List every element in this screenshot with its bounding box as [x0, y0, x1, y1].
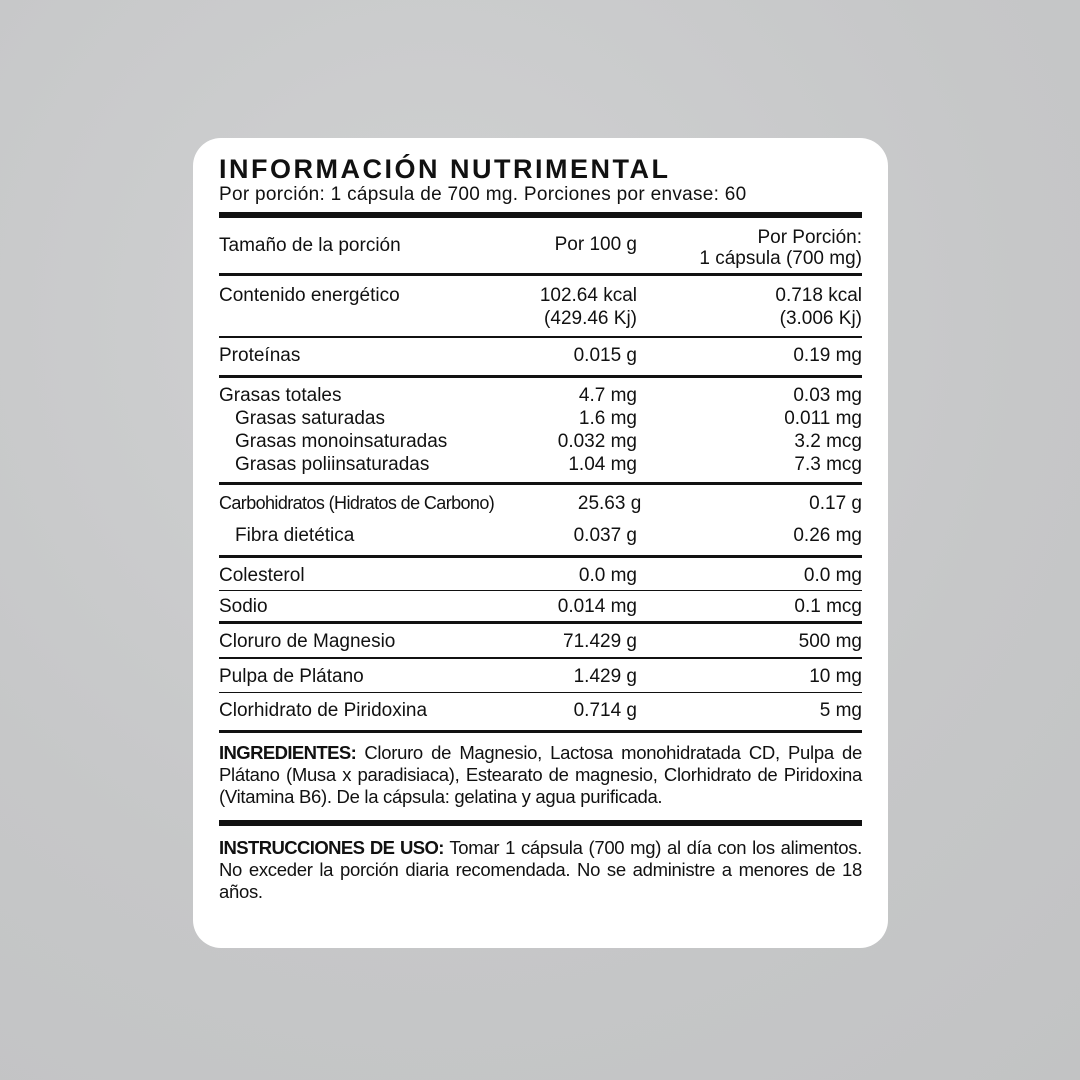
pyridoxine-per-serving: 5 mg	[819, 700, 862, 721]
fiber-per-100g: 0.037 g	[573, 524, 637, 546]
header-per-serving	[637, 227, 862, 269]
sodium-per-100g: 0.014 mg	[557, 596, 637, 617]
nutrition-panel	[193, 138, 888, 948]
instructions-text: Tomar 1 cápsula (700 mg) al día con los alimentos. No exceder la porción diaria recomendada. No se administre a menores de 18 años.	[219, 837, 862, 902]
table-row-energy	[219, 276, 862, 336]
table-row-magnesium	[219, 624, 862, 657]
carbs-label: Carbohidratos (Hidratos de Carbono)	[219, 492, 495, 513]
energy-kcal-100g: 102.64 kcal	[539, 285, 637, 306]
panel-title: INFORMACIÓN NUTRIMENTAL	[219, 154, 671, 184]
instructions-section	[219, 826, 862, 903]
table-row-total-fat	[219, 384, 862, 407]
magnesium-per-serving: 500 mg	[798, 631, 862, 652]
polyunsaturated-fat-per-100g: 1.04 mg	[568, 453, 637, 475]
saturated-fat-per-100g: 1.6 mg	[578, 407, 637, 429]
table-header	[219, 218, 862, 273]
table-row-cholesterol	[219, 558, 862, 590]
carbs-group	[219, 485, 862, 555]
total-fat-per-100g: 4.7 mg	[578, 384, 637, 406]
serving-info: Por porción: 1 cápsula de 700 mg. Porciones por envase: 60	[219, 184, 747, 205]
monounsaturated-fat-label: Grasas monoinsaturadas	[235, 430, 448, 452]
polyunsaturated-fat-label: Grasas poliinsaturadas	[235, 453, 430, 475]
table-row-banana-pulp	[219, 659, 862, 692]
magnesium-label: Cloruro de Magnesio	[219, 631, 396, 652]
sodium-per-serving: 0.1 mcg	[794, 596, 862, 617]
cholesterol-per-100g: 0.0 mg	[578, 564, 637, 586]
table-row-fiber	[219, 524, 862, 547]
cholesterol-per-serving: 0.0 mg	[803, 564, 862, 586]
energy-per-serving	[637, 284, 862, 330]
banana-pulp-label: Pulpa de Plátano	[219, 665, 364, 687]
instructions-label: INSTRUCCIONES DE USO:	[219, 837, 444, 858]
header-per-serving-line2: 1 cápsula (700 mg)	[699, 248, 862, 269]
polyunsaturated-fat-per-serving: 7.3 mcg	[794, 453, 862, 475]
fats-group	[219, 378, 862, 482]
banana-pulp-per-100g: 1.429 g	[573, 665, 637, 687]
carbs-per-100g: 25.63 g	[577, 492, 642, 514]
fiber-per-serving: 0.26 mg	[793, 524, 862, 546]
table-row-polyunsaturated-fat	[219, 453, 862, 476]
ingredients-label: INGREDIENTES:	[219, 742, 357, 763]
carbs-per-serving: 0.17 g	[809, 492, 862, 514]
ingredients-section	[219, 733, 862, 820]
energy-label: Contenido energético	[219, 285, 400, 306]
monounsaturated-fat-per-serving: 3.2 mcg	[794, 430, 862, 452]
table-row-protein	[219, 338, 862, 375]
header-per-serving-line1: Por Porción:	[757, 227, 862, 248]
header-per-100g: Por 100 g	[554, 234, 637, 255]
header-serving-size: Tamaño de la porción	[219, 235, 401, 256]
table-row-carbs	[219, 492, 862, 515]
energy-kj-100g: (429.46 Kj)	[544, 308, 637, 329]
banana-pulp-per-serving: 10 mg	[809, 665, 862, 687]
saturated-fat-per-serving: 0.011 mg	[784, 407, 862, 429]
table-row-sodium	[219, 591, 862, 621]
protein-per-serving: 0.19 mg	[793, 344, 862, 366]
protein-per-100g: 0.015 g	[573, 344, 637, 366]
pyridoxine-label: Clorhidrato de Piridoxina	[219, 700, 428, 721]
cholesterol-label: Colesterol	[219, 564, 305, 586]
protein-label: Proteínas	[219, 344, 301, 366]
energy-kj-serving: (3.006 Kj)	[779, 308, 862, 329]
table-row-monounsaturated-fat	[219, 430, 862, 453]
sodium-label: Sodio	[219, 596, 268, 617]
magnesium-per-100g: 71.429 g	[563, 631, 637, 652]
pyridoxine-per-100g: 0.714 g	[573, 700, 637, 721]
total-fat-per-serving: 0.03 mg	[793, 384, 862, 406]
monounsaturated-fat-per-100g: 0.032 mg	[557, 430, 637, 452]
energy-per-100g	[487, 284, 637, 330]
saturated-fat-label: Grasas saturadas	[235, 407, 385, 429]
table-row-saturated-fat	[219, 407, 862, 430]
ingredients-text: Cloruro de Magnesio, Lactosa monohidratada CD, Pulpa de Plátano (Musa x paradisiaca), Estearato de magnesio, Clorhidrato de Piridoxina (Vitamina B6). De la cápsula: gelatina y agua purificada.	[219, 742, 862, 807]
fiber-label: Fibra dietética	[235, 524, 355, 546]
table-row-pyridoxine	[219, 693, 862, 730]
energy-kcal-serving: 0.718 kcal	[775, 285, 862, 306]
total-fat-label: Grasas totales	[219, 384, 342, 406]
